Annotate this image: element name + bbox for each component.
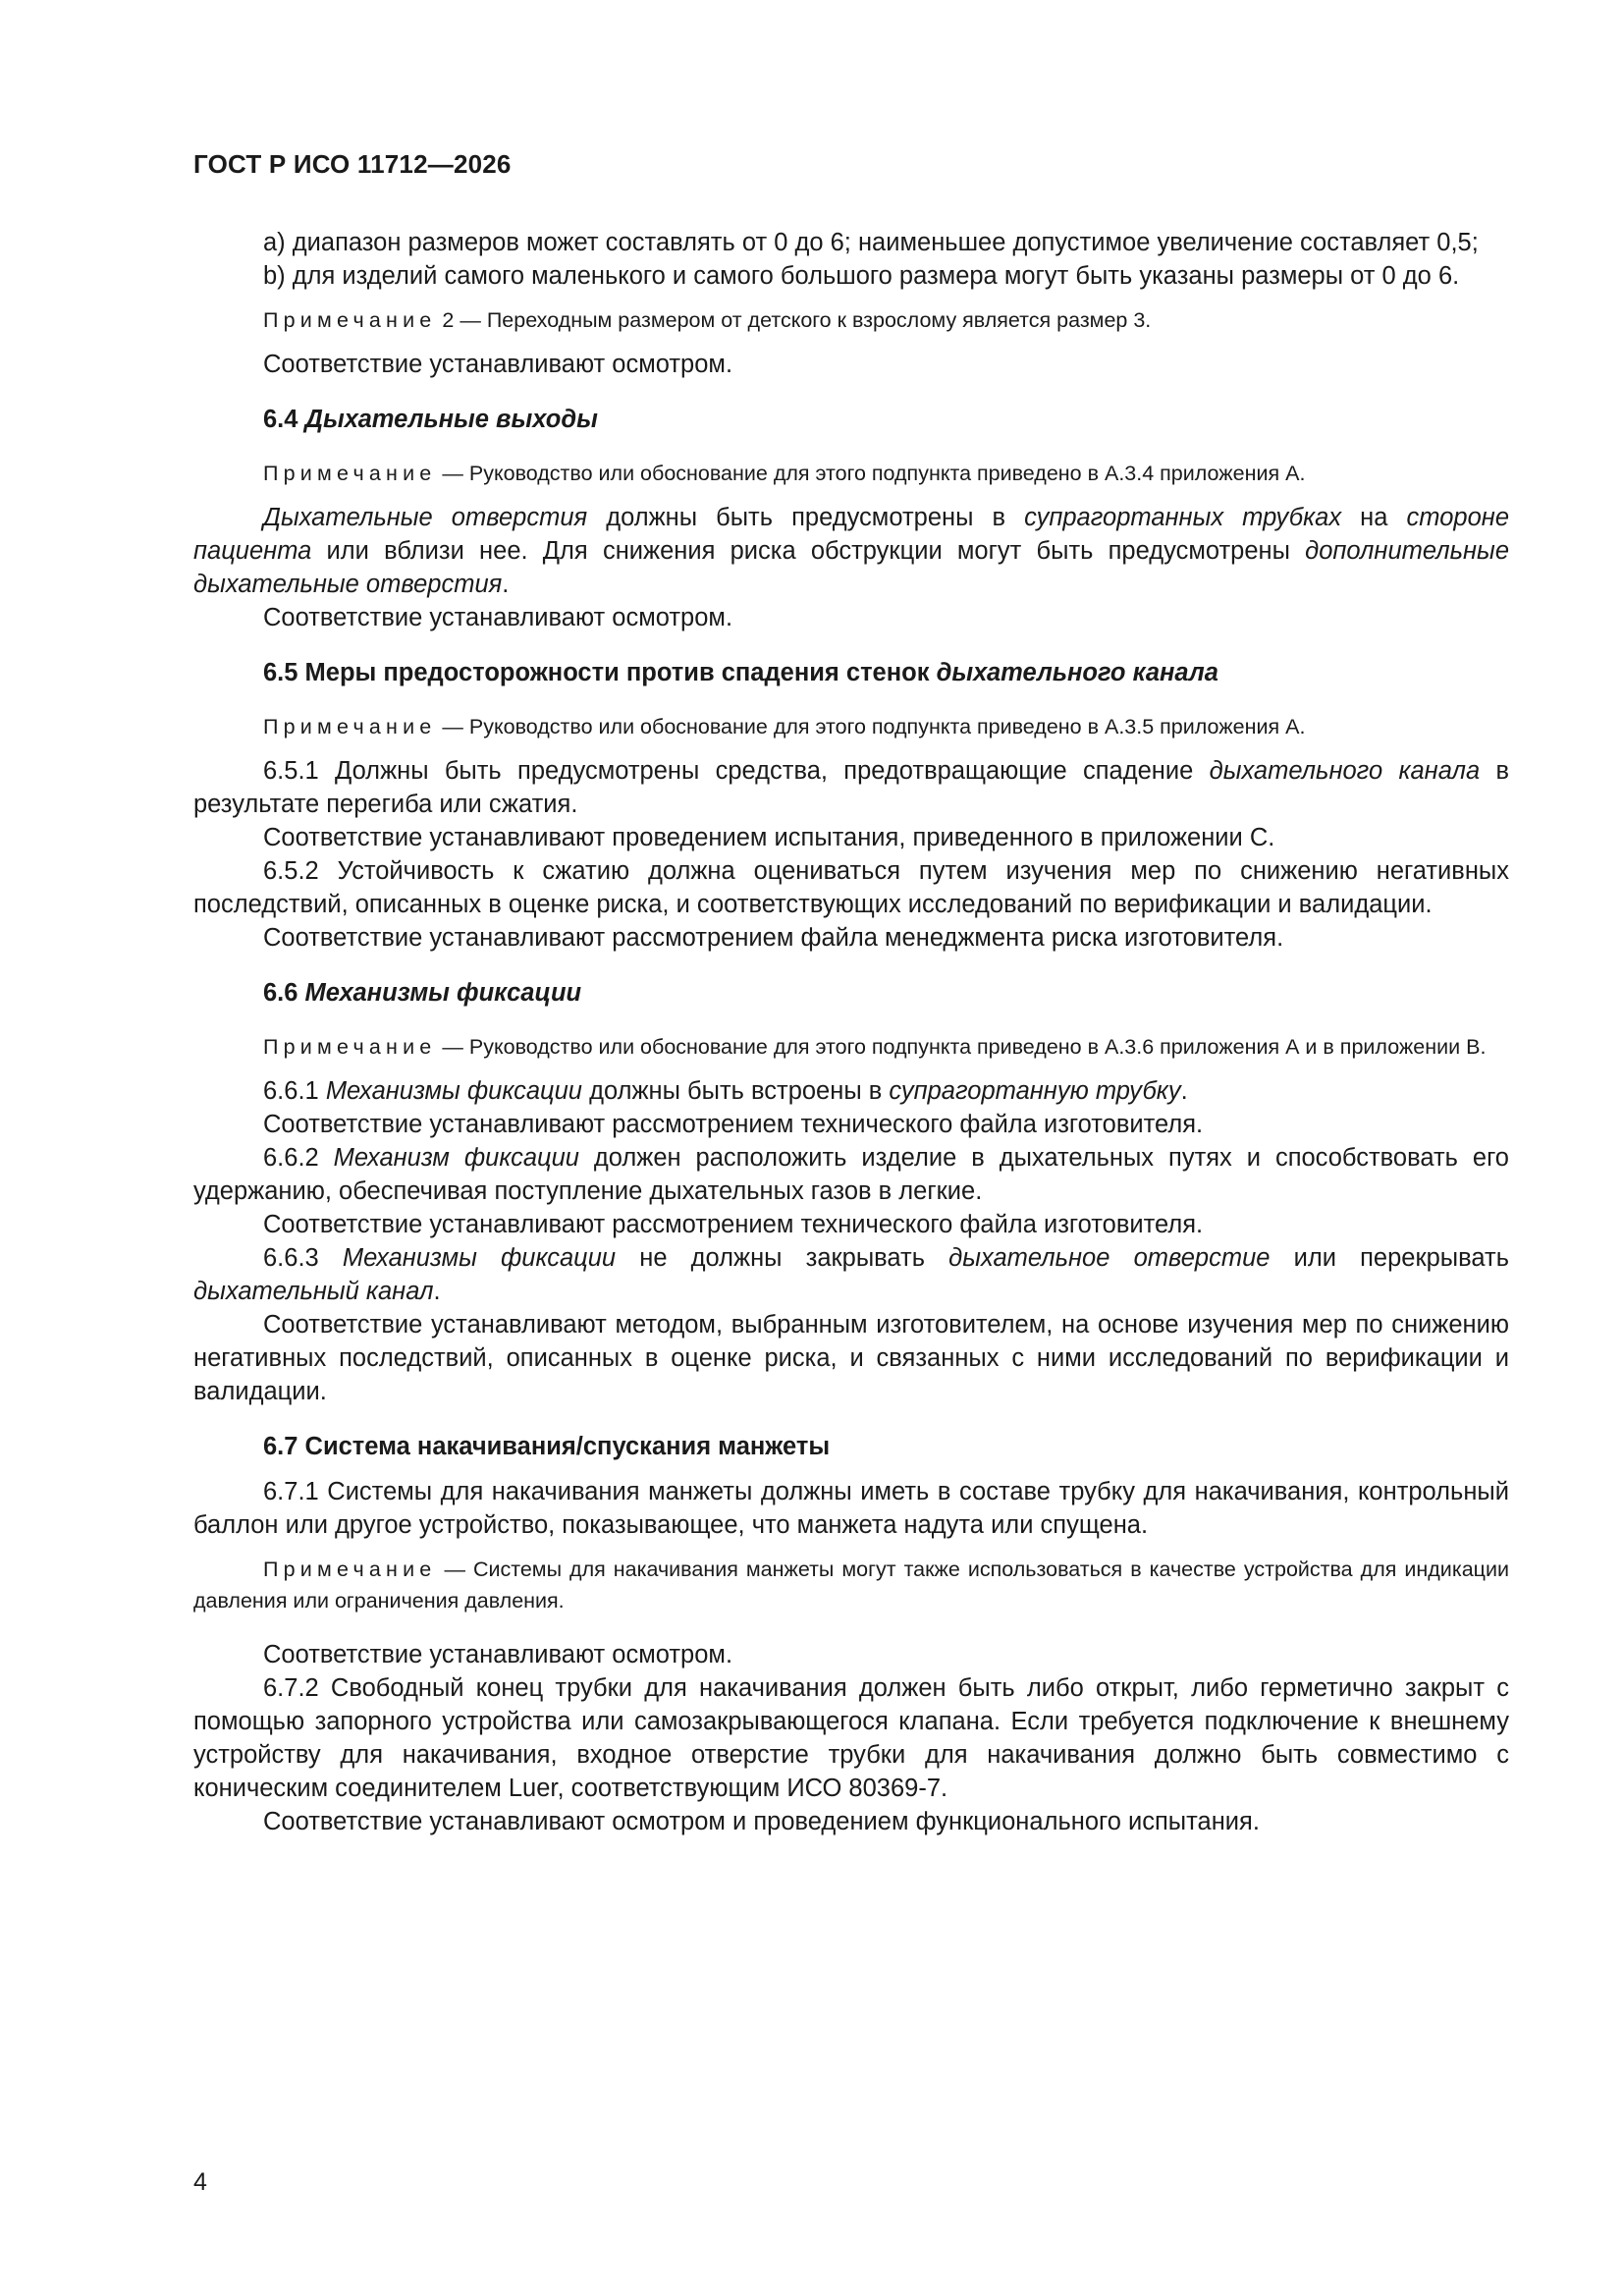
text-run: на [1341,504,1407,531]
term: дыхательное отверстие [948,1244,1271,1272]
paragraph-6-5-2: 6.5.2 Устойчивость к сжатию должна оцениваться путем изучения мер по снижению негативных последствий, описанных в оценке риска, и соответствующих исследований по верификации и валидации. [193,857,1509,918]
document-body [193,226,1509,1838]
compliance-text: Соответствие устанавливают осмотром. [263,1641,733,1668]
note-label: Примечание [263,1035,437,1059]
text-run: не должны закрывать [616,1244,949,1272]
section-title: Механизмы фиксации [304,979,582,1007]
list-item-b: b) для изделий самого маленького и самого большого размера могут быть указаны размеры от 0 до 6. [263,262,1460,290]
paragraph-6-6-2 [193,1141,1509,1208]
note-6-6 [193,1031,1509,1063]
term: дыхательный канал [193,1278,434,1305]
list-item-a: а) диапазон размеров может составлять от 0 до 6; наименьшее допустимое увеличение составляет 0,5; [263,229,1479,256]
page-number: 4 [193,2168,207,2196]
text-run: 6.6.1 [263,1077,326,1105]
term: дыхательного канала [1209,757,1481,785]
section-title-term: дыхательного канала [936,659,1218,686]
paragraph-6-6-3 [193,1241,1509,1308]
section-heading-6-5 [193,656,1509,689]
document-code-header: ГОСТ Р ИСО 11712—2026 [193,149,512,179]
section-heading-6-7: 6.7 Система накачивания/спускания манжеты [263,1433,831,1460]
section-title: Дыхательные выходы [304,406,598,433]
note-text: — Системы для накачивания манжеты могут также использоваться в качестве устройства для индикации давления или ограничения давления. [193,1558,1509,1613]
note-6-7 [193,1554,1509,1616]
note-label: Примечание [263,462,437,485]
section-number: 6.4 [263,406,305,433]
text-run: должны быть предусмотрены в [587,504,1025,531]
paragraph-6-7-2: 6.7.2 Свободный конец трубки для накачивания должен быть либо открыт, либо герметично закрыт с помощью запорного устройства или самозакрывающегося клапана. Если требуется подключение к внешнему устройству для накачивания, входное отверстие трубки для накачивания должно быть совместимо с коническим соединителем Luer, соответствующим ИСО 80369-7. [193,1674,1509,1802]
text-run: . [502,571,510,598]
note-text: — Руководство или обоснование для этого подпункта приведено в А.3.6 приложения А и в приложении В. [436,1035,1487,1059]
text-run: в результате перегиба или сжатия. [193,757,1509,818]
paragraph-6-5-1 [193,754,1509,821]
compliance-text: Соответствие устанавливают осмотром и проведением функционального испытания. [263,1808,1260,1835]
term: Дыхательные отверстия [263,504,588,531]
paragraph-6-6-1 [193,1074,1509,1108]
section-heading-6-4 [193,403,1509,436]
text-run: или перекрывать [1270,1244,1509,1272]
text-run: . [1180,1077,1188,1105]
text-run: должны быть встроены в [582,1077,890,1105]
note-text: 2 — Переходным размером от детского к взрослому является размер 3. [436,308,1152,332]
term: Механизмы фиксации [325,1077,582,1105]
text-run: . [433,1278,441,1305]
compliance-text: Соответствие устанавливают рассмотрением технического файла изготовителя. [263,1211,1204,1238]
section-number: 6.6 [263,979,305,1007]
compliance-text: Соответствие устанавливают проведением испытания, приведенного в приложении С. [263,824,1275,851]
section-title: 6.5 Меры предосторожности против спадения стенок [263,659,937,686]
term: дополнительные дыхательные отверстия [193,537,1509,598]
term: супрагортанных трубках [1024,504,1342,531]
text-run: должен расположить изделие в дыхательных путях и способствовать его удержанию, обеспечивая поступление дыхательных газов в легкие. [193,1144,1509,1205]
compliance-text: Соответствие устанавливают осмотром. [263,351,733,378]
note-6-4 [193,458,1509,489]
paragraph-6-4 [193,501,1509,601]
term: супрагортанную трубку [889,1077,1181,1105]
compliance-text: Соответствие устанавливают рассмотрением файла менеджмента риска изготовителя. [263,924,1284,952]
note-2 [193,304,1509,336]
text-run: 6.5.1 Должны быть предусмотрены средства, предотвращающие спадение [263,757,1210,785]
term: Механизм фиксации [333,1144,579,1172]
paragraph-6-7-1: 6.7.1 Системы для накачивания манжеты должны иметь в составе трубку для накачивания, контрольный баллон или другое устройство, показывающее, что манжета надута или спущена. [193,1478,1509,1539]
text-run: 6.6.3 [263,1244,343,1272]
text-run: или вблизи нее. Для снижения риска обструкции могут быть предусмотрены [311,537,1306,565]
text-run: 6.6.2 [263,1144,334,1172]
compliance-text: Соответствие устанавливают рассмотрением технического файла изготовителя. [263,1111,1204,1138]
note-label: Примечание [263,715,437,738]
term: стороне пациента [193,504,1509,565]
term: Механизмы фиксации [342,1244,617,1272]
note-text: — Руководство или обоснование для этого подпункта приведено в А.3.4 приложения А. [436,462,1306,485]
note-text: — Руководство или обоснование для этого подпункта приведено в А.3.5 приложения А. [436,715,1306,738]
compliance-text: Соответствие устанавливают осмотром. [263,604,733,631]
section-heading-6-6 [193,976,1509,1010]
compliance-text: Соответствие устанавливают методом, выбранным изготовителем, на основе изучения мер по снижению негативных последствий, описанных в оценке риска, и связанных с ними исследований по верификации и валидации. [193,1311,1509,1405]
note-label: Примечание [263,1558,437,1581]
note-6-5 [193,711,1509,742]
note-label: Примечание [263,308,437,332]
